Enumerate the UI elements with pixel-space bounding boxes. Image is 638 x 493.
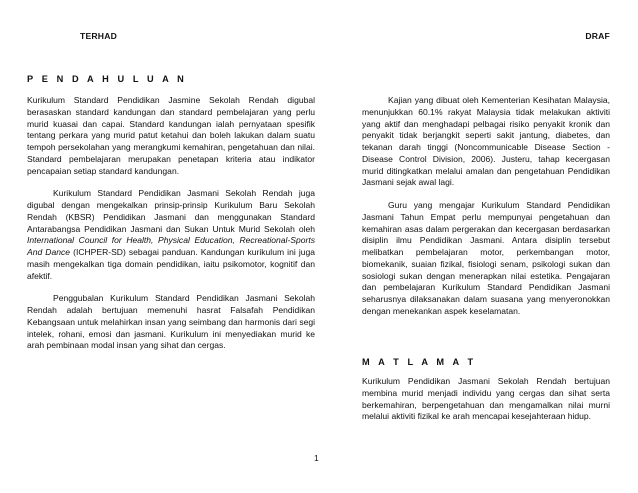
ichper-full-name: International Council for Health, Physical Education, Recreational-Sports And Dance <box>27 235 315 257</box>
intro-paragraph-3: Penggubalan Kurikulum Standard Pendidikan Jasmani Sekolah Rendah adalah bertujuan memenuhi hasrat Falsafah Pendidikan Kebangsaan untuk melahirkan insan yang seimbang dan harmonis dari segi intelek, rohani, emosi dan jasmani. Kurikulum ini menyediakan murid ke arah pembinaan modal insan yang sihat dan cergas. <box>27 293 315 351</box>
header-draft-label: DRAF <box>585 31 610 41</box>
header-classification: TERHAD <box>80 31 118 41</box>
intro-paragraph-2-text-b: (ICHPER-SD) sebagai panduan. Kandungan kurikulum ini juga masih mengekalkan tiga domain pendidikan, iaitu psikomotor, kognitif dan afektif. <box>27 247 315 281</box>
right-column <box>362 95 610 318</box>
section-title-matlamat: M A T L A M A T <box>362 357 477 367</box>
matlamat-block <box>362 376 610 423</box>
intro-paragraph-4: Kajian yang dibuat oleh Kementerian Kesihatan Malaysia, menunjukkan 60.1% rakyat Malaysia tidak melakukan aktiviti yang aktif dan menghadapi pelbagai risiko penyakit kronik dan penyakit tidak berjangkit seperti sakit jantung, diabetes, dan tekanan darah tinggi (Noncommunicable Disease Section - Disease Control Division, 2006). Justeru, tahap kecergasan murid ditingkatkan melalui amalan dan pengetahuan Pendidikan Jasmani sejak awal lagi. <box>362 95 610 188</box>
intro-paragraph-2 <box>27 188 315 282</box>
intro-paragraph-2-text-a: Kurikulum Standard Pendidikan Jasmani Sekolah Rendah juga digubal dengan mengekalkan prinsip-prinsip Kurikulum Baru Sekolah Rendah (KBSR) Pendidikan Jasmani dan menggunakan Standard Antarabangsa Pendidikan Jasmani dan Sukan Untuk Murid Sekolah oleh <box>27 188 315 234</box>
intro-paragraph-1: Kurikulum Standard Pendidikan Jasmine Sekolah Rendah digubal berasaskan standard kandungan dan standard pembelajaran yang perlu murid kuasai dan capai. Standard kandungan ialah pernyataan spesifik tentang perkara yang murid patut ketahui dan boleh lakukan dalam suatu tempoh persekolahan yang merangkumi kemahiran, pengetahuan dan nilai. Standard pembelajaran merupakan penetapan kriteria atau indikator pencapaian setiap standard kandungan. <box>27 95 315 176</box>
intro-paragraph-5: Guru yang mengajar Kurikulum Standard Pendidikan Jasmani Tahun Empat perlu mempunyai pengetahuan dan kemahiran asas dalam pergerakan dan kecergasan berdasarkan disiplin ilmu Pendidikan Jasmani. Antara disiplin tersebut melibatkan pembelajaran motor, perkembangan motor, biomekanik, suaian fizikal, fisiologi senam, psikologi sukan dan sosiologi sukan dengan menerapkan nilai estetika. Pengajaran dan pembelajaran Kurikulum Standard Pendidikan Jasmani seharusnya dilaksanakan dalam suasana yang menyeronokkan dengan menekankan aspek keselamatan. <box>362 200 610 316</box>
page-number: 1 <box>314 453 319 463</box>
section-title-pendahuluan: P E N D A H U L U A N <box>27 74 187 84</box>
matlamat-paragraph: Kurikulum Pendidikan Jasmani Sekolah Rendah bertujuan membina murid menjadi individu yang cergas dan sihat serta berkemahiran, berpengetahuan dan mengamalkan nilai murni melalui aktiviti fizikal ke arah mencapai kesejahteraan hidup. <box>362 376 610 422</box>
left-column <box>27 95 315 352</box>
